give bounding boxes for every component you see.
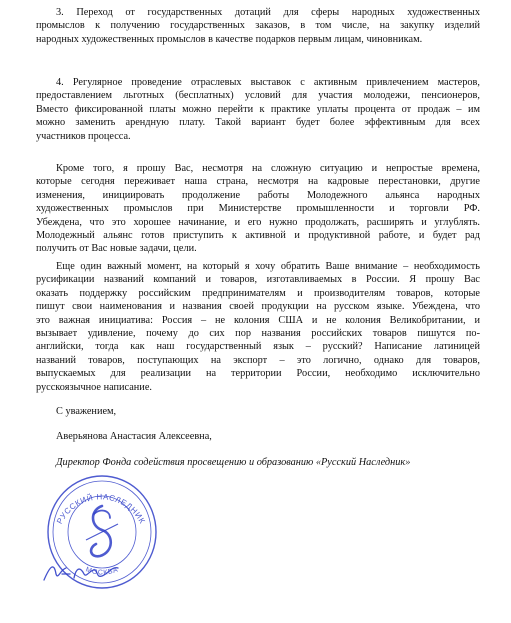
paragraph-4 xyxy=(36,76,480,143)
paragraph-line: которые сегодня переживает наша страна, несмотря на кадровые перестановки, другие xyxy=(36,176,480,188)
paragraph-line: это важная инициатива: Россия – не колония США и не колония Великобритании, и xyxy=(36,314,480,326)
paragraph-line: Молодежный альянс готов приступить к активной и продуктивной работе, и будет рад xyxy=(36,229,480,241)
paragraph-line: Вместо фиксированной платы можно перейти к практике уплаты процента от продаж – им xyxy=(36,103,480,115)
paragraph-line: художественных промыслов при Министерстве промышленности и торговли РФ. xyxy=(36,203,480,215)
paragraph-line: Убеждена, что это хорошее начинание, и его нужно продолжать, расширять и углублять. xyxy=(36,216,480,228)
paragraph-line: оказать поддержку российским предпринимателям и производителям товаров, которые xyxy=(36,287,480,299)
paragraph-line: выпускаемых для реализации на территории России, необходимо исключительно xyxy=(36,368,480,380)
paragraph-3 xyxy=(36,6,480,46)
paragraph-line: можно заменить арендную плату. Такой вариант будет более эффективным для всех xyxy=(36,117,480,129)
signer-name: Аверьянова Анастасия Алексеевна, xyxy=(56,431,212,442)
paragraph-line: народных художественных промыслов в качестве подарков первым лицам, чиновникам. xyxy=(36,33,423,45)
paragraph-line: английски, тогда как наш государственный язык – русский? Написание латиницей xyxy=(36,341,480,353)
paragraph-line: русификации названий компаний и товаров, изготавливаемых в России. Я прошу Вас xyxy=(36,274,480,286)
paragraph-line: получить от Вас новые задачи, цели. xyxy=(36,243,197,255)
seal-stamp xyxy=(40,470,162,592)
paragraph-5 xyxy=(36,162,480,256)
paragraph-line: участников процесса. xyxy=(36,130,131,142)
paragraph-line: вызывает удивление, почему до сих пор названия российских товаров пишутся по- xyxy=(36,327,480,339)
paragraph-line: изменения, инициировать продолжение работы Молодежного альянса народных xyxy=(36,189,480,201)
paragraph-line: промыслов к получению государственных заказов, в том числе, на закупку изделий xyxy=(36,20,480,32)
paragraph-line: 3. Переход от государственных дотаций для сферы народных художественных xyxy=(56,7,480,18)
paragraph-line: 4. Регулярное проведение отраслевых выставок с активным привлечением мастеров, xyxy=(56,77,480,88)
paragraph-line: русскоязычное написание. xyxy=(36,381,152,393)
closing-text: С уважением, xyxy=(56,406,117,417)
paragraph-line: предоставлением льготных (бесплатных) условий для участия молодежи, пенсионеров, xyxy=(36,90,480,102)
signer-title: Директор Фонда содействия просвещению и образованию «Русский Наследник» xyxy=(56,457,411,468)
seal-text-bottom: МОСКВА xyxy=(84,566,120,577)
paragraph-line: Еще один важный момент, на который я хочу обратить Ваше внимание – необходимость xyxy=(56,261,480,272)
paragraph-line: пишут свои наименования и названия своей продукции на русском языке. Убеждена, что xyxy=(36,301,480,313)
paragraph-line: названий товаров, поступающих на экспорт – это логично, однако для товаров, xyxy=(36,354,480,366)
svg-text:РУССКИЙ НАСЛЕДНИК xyxy=(55,492,147,525)
seal-text-top: РУССКИЙ НАСЛЕДНИК xyxy=(55,492,147,526)
paragraph-line: Кроме того, я прошу Вас, несмотря на сложную ситуацию и непростые времена, xyxy=(56,163,480,174)
paragraph-6 xyxy=(36,260,480,394)
